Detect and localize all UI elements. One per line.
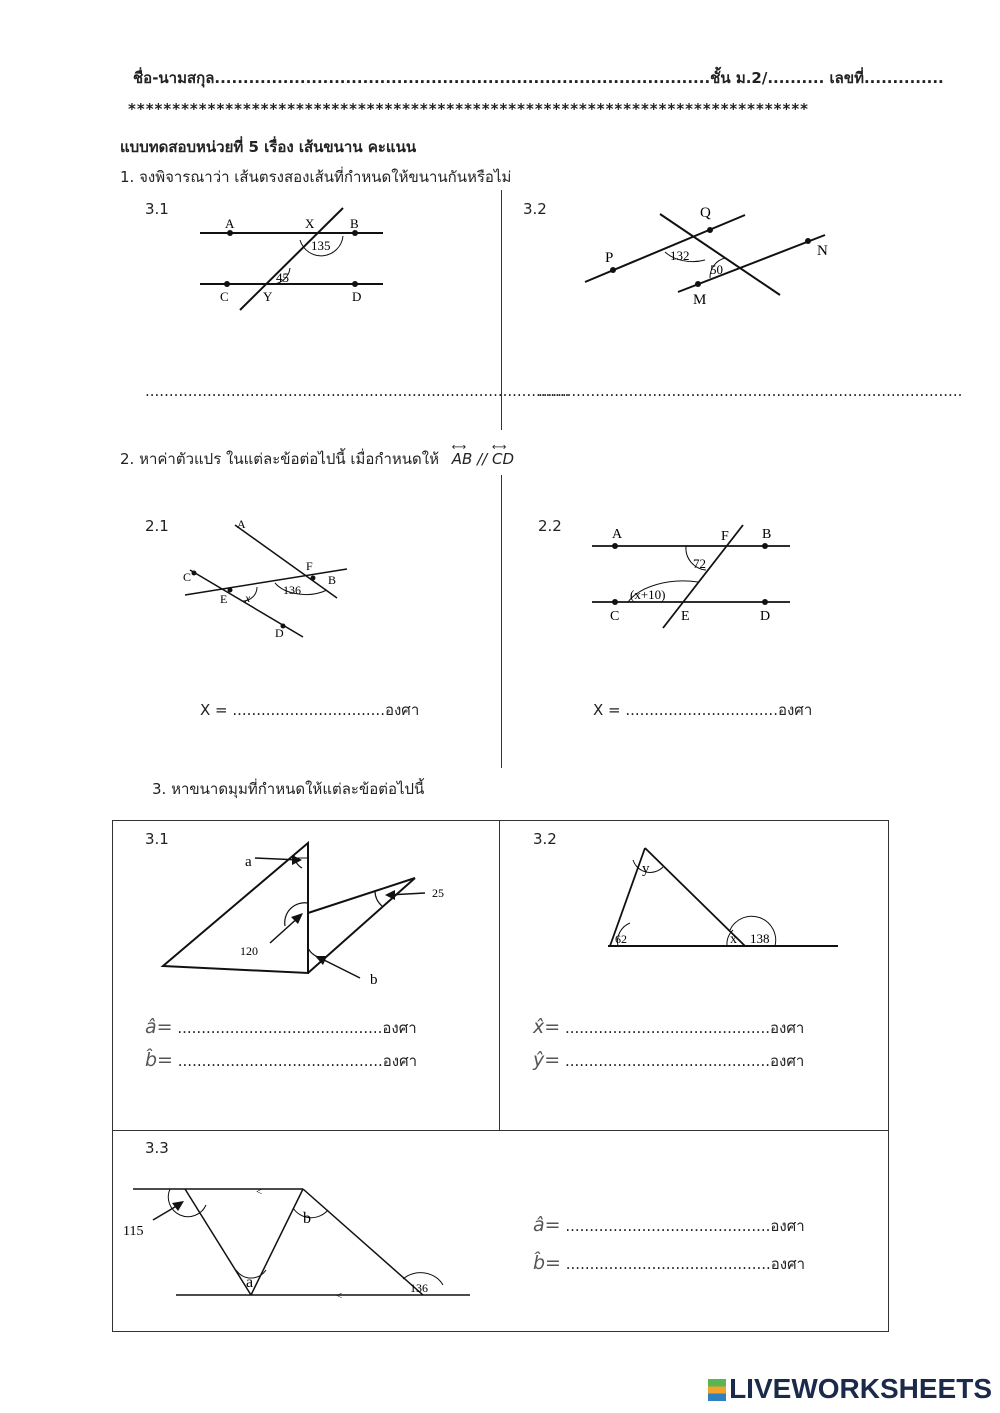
figure-q1-b — [580, 200, 840, 310]
q1a-label-y: Y — [263, 289, 273, 304]
q2a-label-a: A — [237, 517, 246, 531]
q1b-angle-132: 132 — [670, 248, 690, 263]
q2a-label-b: B — [328, 573, 337, 587]
q3c2-angle-62: 62 — [615, 932, 627, 946]
q2-a-number: 2.1 — [145, 517, 169, 535]
q3-c2-answer-x[interactable] — [533, 1016, 804, 1040]
name-line: ชื่อ-นามสกุล.......................................................................................ชั้น ม.2/.......... เลขที่.............. — [133, 69, 944, 87]
q2a-label-d: D — [275, 626, 284, 640]
figure-q3-c2 — [605, 840, 845, 955]
q2-given-sep: // — [472, 450, 492, 468]
page-title: แบบทดสอบหน่วยที่ 5 เรื่อง เส้นขนาน คะแนน — [120, 138, 417, 156]
q2-b-number: 2.2 — [538, 517, 562, 535]
q1a-label-c: C — [220, 289, 229, 304]
q3-table-divider-v — [499, 820, 500, 1130]
q1a-label-b: B — [350, 216, 359, 231]
q3-c3-answer-a[interactable] — [533, 1214, 805, 1238]
q3c1-angle-120: 120 — [240, 944, 258, 958]
q3-c1-line-b[interactable]: ...........................................องศา — [177, 1052, 418, 1070]
figure-q2-a — [175, 515, 360, 645]
q2b-angle-x10: (x+10) — [630, 587, 666, 602]
q3c3-label-b: b — [303, 1210, 311, 1227]
q3-c1-number: 3.1 — [145, 830, 169, 848]
q1b-label-m: M — [693, 292, 707, 308]
q2-prompt — [120, 442, 515, 471]
figure-q3-c3 — [118, 1175, 478, 1305]
q3-c3-line-a[interactable]: ...........................................องศา — [565, 1217, 805, 1235]
q3-c2-var-y: ŷ= — [533, 1049, 561, 1071]
q2a-angle-136: 136 — [283, 583, 301, 597]
q3-c2-line-y[interactable]: ...........................................องศา — [564, 1052, 805, 1070]
q3c2-angle-138: 138 — [750, 931, 770, 946]
q3-c2-var-x: x̂= — [533, 1016, 561, 1038]
q2-given-cd-text: CD — [491, 450, 515, 468]
q2-b-answer[interactable]: X = ................................องศา — [593, 701, 813, 719]
figure-q2-b — [588, 520, 803, 635]
q3c3-angle-115: 115 — [123, 1224, 144, 1239]
q1-b-number: 3.2 — [523, 200, 547, 218]
q3-c3-var-a: â= — [533, 1214, 561, 1236]
figure-q1-a — [195, 200, 395, 318]
q1b-label-q: Q — [700, 205, 711, 221]
q2-a-answer[interactable]: X = ................................องศา — [200, 701, 420, 719]
q3-c3-number: 3.3 — [145, 1139, 169, 1157]
figure-q3-c1 — [160, 838, 460, 988]
q1a-label-a: A — [225, 216, 235, 231]
q3-c2-answer-y[interactable] — [533, 1049, 804, 1073]
q1-a-number: 3.1 — [145, 200, 169, 218]
q3c3-arrow-bottom-icon: < — [336, 1290, 343, 1302]
q3c1-angle-25: 25 — [432, 886, 444, 900]
q2a-label-f: F — [306, 559, 313, 573]
q3-c1-var-b: b̂= — [145, 1049, 173, 1071]
q2b-label-d: D — [760, 609, 771, 624]
q1a-label-x: X — [305, 216, 315, 231]
q2b-label-a: A — [612, 527, 623, 542]
q1-prompt: 1. จงพิจารณาว่า เส้นตรงสองเส้นที่กำหนดให้ขนานกันหรือไม่ — [120, 168, 512, 186]
q2b-label-f: F — [721, 529, 729, 544]
q2b-angle-72: 72 — [693, 556, 706, 571]
q1a-angle-135: 135 — [311, 238, 331, 253]
q2b-label-e: E — [681, 609, 690, 624]
logo-text: LIVEWORKSHEETS — [729, 1373, 992, 1404]
q3-c1-line-a[interactable]: ...........................................องศา — [177, 1019, 417, 1037]
logo-icon — [708, 1379, 726, 1401]
q3-c3-line-b[interactable]: ...........................................องศา — [565, 1255, 806, 1273]
q2a-label-c: C — [183, 570, 192, 584]
star-divider: ***************************************************************************** — [128, 100, 810, 118]
q3c3-label-a: a — [246, 1274, 254, 1291]
q1b-label-n: N — [817, 243, 828, 259]
q2-given-cd — [491, 442, 515, 468]
q3-c1-answer-b[interactable] — [145, 1049, 417, 1073]
q2a-label-e: E — [220, 592, 228, 606]
cd-arrow-icon: ⟷ — [491, 442, 507, 453]
q1a-angle-45: 45 — [276, 270, 289, 285]
q3-c2-line-x[interactable]: ...........................................องศา — [564, 1019, 805, 1037]
q3-c2-number: 3.2 — [533, 830, 557, 848]
q3-prompt: 3. หาขนาดมุมที่กำหนดให้แต่ละข้อต่อไปนี้ — [152, 780, 425, 798]
q1a-label-d: D — [352, 289, 362, 304]
ab-arrow-icon: ⟷ — [451, 442, 467, 453]
q3c2-label-y: y — [642, 861, 650, 877]
q3c2-label-x: x — [730, 932, 737, 947]
q3-c1-answer-a[interactable] — [145, 1016, 417, 1040]
q3c3-angle-136: 136 — [410, 1281, 428, 1295]
q1b-label-p: P — [605, 250, 614, 266]
q3-c1-var-a: â= — [145, 1016, 173, 1038]
q3-c3-var-b: b̂= — [533, 1252, 561, 1274]
q2b-label-b: B — [762, 527, 772, 542]
q1-b-answer-line[interactable]: ......................................................................................... — [538, 382, 963, 400]
q2-prompt-text: 2. หาค่าตัวแปร ในแต่ละข้อต่อไปนี้ เมื่อกำหนดให้ — [120, 450, 439, 468]
q1b-angle-50: 50 — [710, 262, 723, 277]
q3c1-label-b: b — [370, 972, 378, 988]
q1-a-answer-line[interactable]: ......................................................................................... — [145, 382, 570, 400]
q2b-label-c: C — [610, 609, 620, 624]
q2-given-ab — [451, 442, 473, 468]
q2-divider — [501, 475, 502, 768]
q3-table-divider-h — [112, 1130, 889, 1131]
q3-c3-answer-b[interactable] — [533, 1252, 805, 1276]
q2a-angle-x: x — [245, 591, 251, 605]
q2-given-ab-text: AB — [451, 450, 473, 468]
liveworksheets-logo — [708, 1373, 992, 1405]
q3c3-arrow-top-icon: < — [256, 1186, 263, 1198]
q3c1-label-a: a — [245, 854, 252, 870]
